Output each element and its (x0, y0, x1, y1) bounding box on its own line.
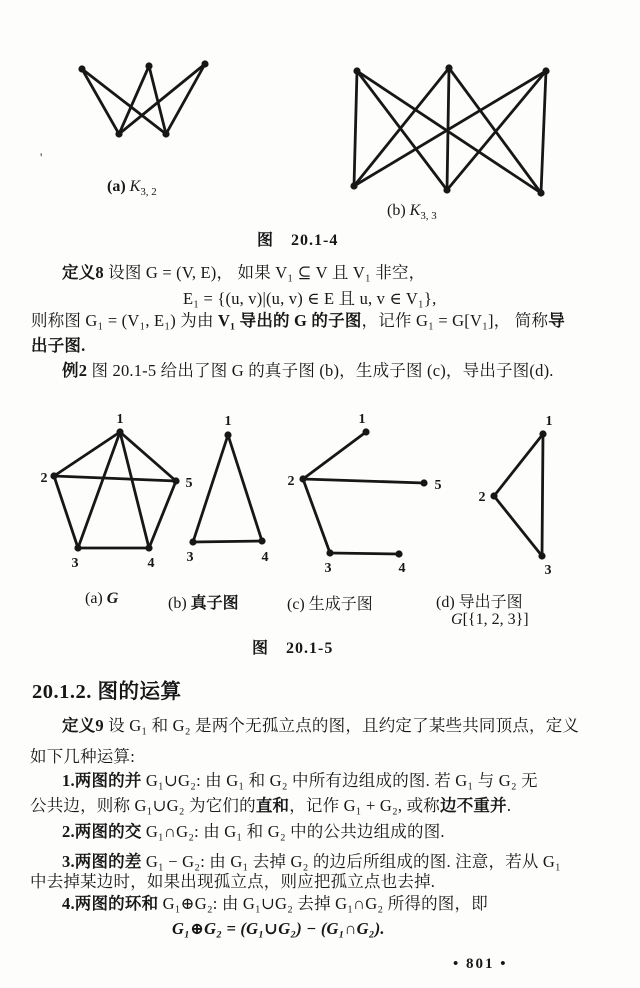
graph-G-edge-2-4 (149, 481, 176, 548)
graph-K32-vertex-3 (115, 130, 122, 137)
graph-G-edge-1-3 (54, 476, 78, 548)
graph-induced-subgraph-edge-0-2 (542, 434, 543, 556)
graph-G-vertex-1 (116, 428, 123, 435)
operation-4-ring-sum: 4.两图的环和 G₁⊕G₂: 由 G₁∪G₂ 去掉 G₁∩G₂ 所得的图，即 (62, 894, 488, 913)
graph-G-vertex-2 (50, 472, 57, 479)
graph-spanning-subgraph-vertex-1 (362, 428, 369, 435)
definition-8-line-2: E₁ = {(u, v)|(u, v) ∈ E 且 u, v ∈ V₁}, (183, 289, 437, 308)
operation-2-intersection: 2.两图的交 G₁∩G₂: 由 G₁ 和 G₂ 中的公共边组成的图. (62, 822, 445, 841)
graph-proper-subgraph-vertex-label-3: 3 (186, 550, 194, 565)
graph-K32-edge-0-3 (82, 69, 119, 134)
figure-20-1-5-graphs (0, 405, 640, 585)
graph-spanning-subgraph-vertex-4 (395, 550, 402, 557)
figure-20-1-4-graphs (0, 50, 640, 230)
graph-proper-subgraph-vertex-3 (189, 538, 196, 545)
graph-K32-vertex-1 (145, 62, 152, 69)
graph-K32-edge-2-4 (166, 64, 205, 134)
graph-K33-edge-0-3 (354, 71, 357, 186)
definition-9-line-2: 如下几种运算: (30, 747, 135, 766)
graph-proper-subgraph-vertex-1 (224, 431, 231, 438)
definition-9-line-1: 定义9 设 G₁ 和 G₂ 是两个无孤立点的图，且约定了某些共同顶点，定义 (62, 716, 580, 735)
figure-20-1-5-label-a: (a) G (85, 590, 119, 607)
graph-spanning-subgraph-edge-3-4 (330, 553, 399, 554)
page-number: • 801 • (453, 956, 508, 972)
operation-1-union-line-1: 1.两图的并 G₁∪G₂: 由 G₁ 和 G₂ 中所有边组成的图. 若 G₁ 与 G₂ 无 (62, 771, 538, 790)
graph-spanning-subgraph-edge-1-2 (303, 479, 424, 483)
graph-G-vertex-3 (74, 544, 81, 551)
scan-artifact: ' (40, 150, 43, 165)
definition-8-line-4: 出子图. (31, 336, 86, 355)
graph-proper-subgraph-vertex-label-1: 1 (224, 414, 232, 429)
ring-sum-formula: G₁⊕G₂ = (G₁∪G₂) − (G₁∩G₂). (172, 919, 385, 938)
graph-K33 (350, 64, 549, 196)
graph-G-vertex-label-2: 2 (40, 471, 48, 486)
definition-8-line-1: 定义8 设图 G = (V, E)， 如果 V₁ ⊆ V 且 V₁ 非空， (62, 263, 426, 282)
graph-induced-subgraph-vertex-label-1: 1 (545, 414, 553, 429)
graph-G-edge-0-1 (54, 432, 120, 476)
operation-1-union-line-2: 公共边，则称 G₁∪G₂ 为它们的直和，记作 G₁ + G₂, 或称边不重并. (30, 796, 512, 815)
graph-proper-subgraph-edge-0-1 (193, 435, 228, 542)
graph-induced-subgraph-edge-1-2 (494, 496, 542, 556)
graph-K33-edge-2-4 (447, 71, 546, 190)
graph-spanning-subgraph (288, 412, 442, 576)
graph-G-vertex-label-5: 5 (185, 476, 193, 491)
graph-proper-subgraph-vertex-4 (258, 537, 265, 544)
graph-G (41, 412, 193, 571)
graph-proper-subgraph-edge-1-2 (193, 541, 262, 542)
graph-K33-vertex-4 (443, 186, 450, 193)
graph-K33-vertex-3 (350, 182, 357, 189)
graph-K32-vertex-2 (201, 60, 208, 67)
graph-G-vertex-label-4: 4 (147, 556, 155, 571)
graph-G-vertex-label-3: 3 (71, 556, 79, 571)
graph-induced-subgraph-vertex-label-3: 3 (544, 563, 552, 578)
figure-20-1-5-label-b: (b) 真子图 (168, 595, 239, 612)
figure-20-1-4-label-b: (b) $K_{3, 3}$ (387, 202, 437, 223)
graph-K32 (78, 60, 208, 137)
operation-3-difference-line-1: 3.两图的差 G₁ − G₂: 由 G₁ 去掉 G₂ 的边后所组成的图. 注意，若从 G₁ (62, 852, 561, 871)
graph-induced-subgraph-vertex-label-2: 2 (478, 490, 486, 505)
graph-spanning-subgraph-vertex-label-1: 1 (358, 412, 366, 427)
graph-induced-subgraph-vertex-1 (539, 430, 546, 437)
section-heading: 20.1.2. 图的运算 (32, 681, 182, 703)
graph-proper-subgraph (187, 414, 269, 565)
figure-20-1-4-caption: 图 20.1-4 (257, 232, 339, 249)
graph-K32-vertex-4 (162, 130, 169, 137)
graph-spanning-subgraph-vertex-label-4: 4 (398, 561, 406, 576)
graph-induced-subgraph-vertex-2 (490, 492, 497, 499)
example-2-text: 例2 图 20.1-5 给出了图 G 的真子图 (b)，生成子图 (c)，导出子图(d). (62, 361, 554, 380)
graph-spanning-subgraph-vertex-3 (326, 549, 333, 556)
graph-G-edge-0-4 (120, 432, 149, 548)
figure-20-1-5-label-d: (d) 导出子图 (436, 594, 523, 611)
figure-20-1-5-caption: 图 20.1-5 (252, 640, 334, 657)
graph-proper-subgraph-vertex-label-4: 4 (261, 550, 269, 565)
graph-spanning-subgraph-vertex-label-3: 3 (324, 561, 332, 576)
graph-K33-vertex-0 (353, 67, 360, 74)
graph-induced-subgraph (479, 414, 553, 578)
definition-8-line-3: 则称图 G₁ = (V₁, E₁) 为由 V₁ 导出的 G 的子图，记作 G₁ = G[V₁]， 简称导 (31, 311, 565, 330)
graph-induced-subgraph-vertex-3 (538, 552, 545, 559)
graph-induced-subgraph-edge-0-1 (494, 434, 543, 496)
graph-G-vertex-4 (145, 544, 152, 551)
graph-K33-vertex-2 (542, 67, 549, 74)
figure-20-1-5-label-d-formula: G[{1, 2, 3}] (451, 611, 529, 628)
figure-20-1-4-label-a: (a) $K_{3, 2}$ (107, 178, 157, 199)
graph-G-vertex-5 (172, 477, 179, 484)
graph-spanning-subgraph-vertex-5 (420, 479, 427, 486)
graph-K33-vertex-5 (537, 189, 544, 196)
graph-G-edge-1-2 (54, 476, 176, 481)
graph-G-vertex-label-1: 1 (116, 412, 124, 427)
graph-K33-edge-2-5 (541, 71, 546, 193)
graph-G-edge-0-2 (120, 432, 176, 481)
graph-spanning-subgraph-edge-0-1 (303, 432, 366, 479)
graph-proper-subgraph-edge-0-2 (228, 435, 262, 541)
figure-20-1-5-label-c: (c) 生成子图 (287, 596, 373, 613)
graph-spanning-subgraph-vertex-label-2: 2 (287, 474, 295, 489)
graph-spanning-subgraph-edge-1-3 (303, 479, 330, 553)
graph-K32-vertex-0 (78, 65, 85, 72)
graph-K33-vertex-1 (445, 64, 452, 71)
graph-spanning-subgraph-vertex-2 (299, 475, 306, 482)
operation-3-difference-line-2: 中去掉某边时，如果出现孤立点，则应把孤立点也去掉. (30, 872, 436, 891)
graph-spanning-subgraph-vertex-label-5: 5 (434, 478, 442, 493)
graph-G-edge-0-3 (78, 432, 120, 548)
